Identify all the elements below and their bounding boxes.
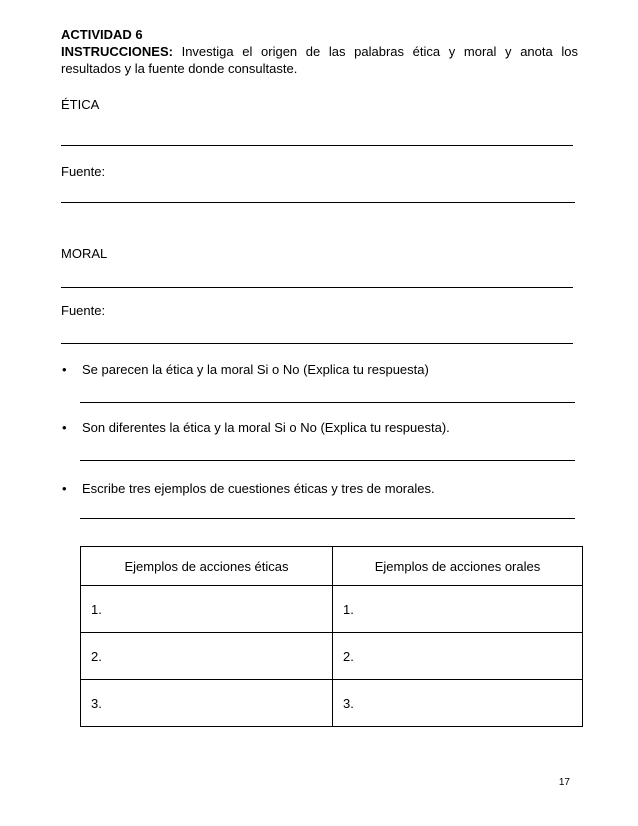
bullet-answer-line-1[interactable] <box>80 402 575 403</box>
instructions-label: INSTRUCCIONES: <box>61 44 173 59</box>
bullet-icon: • <box>62 362 67 377</box>
moral-label: MORAL <box>61 246 108 261</box>
fuente-answer-line-1[interactable] <box>61 202 575 203</box>
etica-answer-line[interactable] <box>61 145 573 146</box>
moral-answer-line[interactable] <box>61 287 573 288</box>
table-row <box>81 680 583 727</box>
instructions-text: Investiga el origen de las palabras ética y moral y anota los resultados y la fuente donde consultaste. <box>61 44 578 76</box>
etica-label: ÉTICA <box>61 97 100 112</box>
table-header-row <box>81 547 583 586</box>
table-row <box>81 586 583 633</box>
page-number: 17 <box>558 777 570 788</box>
examples-table <box>80 546 583 727</box>
bullet-icon: • <box>62 481 67 496</box>
bullet-item: Escribe tres ejemplos de cuestiones éticas y tres de morales. <box>82 481 435 496</box>
fuente-label-2: Fuente: <box>61 303 106 318</box>
bullet-answer-line-3[interactable] <box>80 518 575 519</box>
bullet-answer-line-2[interactable] <box>80 460 575 461</box>
table-cell[interactable]: 3. <box>333 680 583 727</box>
bullet-item: Se parecen la ética y la moral Si o No (Explica tu respuesta) <box>82 362 429 377</box>
table-cell[interactable]: 1. <box>333 586 583 633</box>
header-morales: Ejemplos de acciones orales <box>333 547 583 586</box>
table-row <box>81 633 583 680</box>
table-cell[interactable]: 3. <box>81 680 333 727</box>
instructions <box>61 43 578 77</box>
table-cell[interactable]: 1. <box>81 586 333 633</box>
activity-title: ACTIVIDAD 6 <box>61 27 143 42</box>
bullet-icon: • <box>62 420 67 435</box>
fuente-label-1: Fuente: <box>61 164 106 179</box>
header-eticas: Ejemplos de acciones éticas <box>81 547 333 586</box>
bullet-item: Son diferentes la ética y la moral Si o No (Explica tu respuesta). <box>82 420 450 435</box>
fuente-answer-line-2[interactable] <box>61 343 573 344</box>
table-cell[interactable]: 2. <box>333 633 583 680</box>
table-cell[interactable]: 2. <box>81 633 333 680</box>
